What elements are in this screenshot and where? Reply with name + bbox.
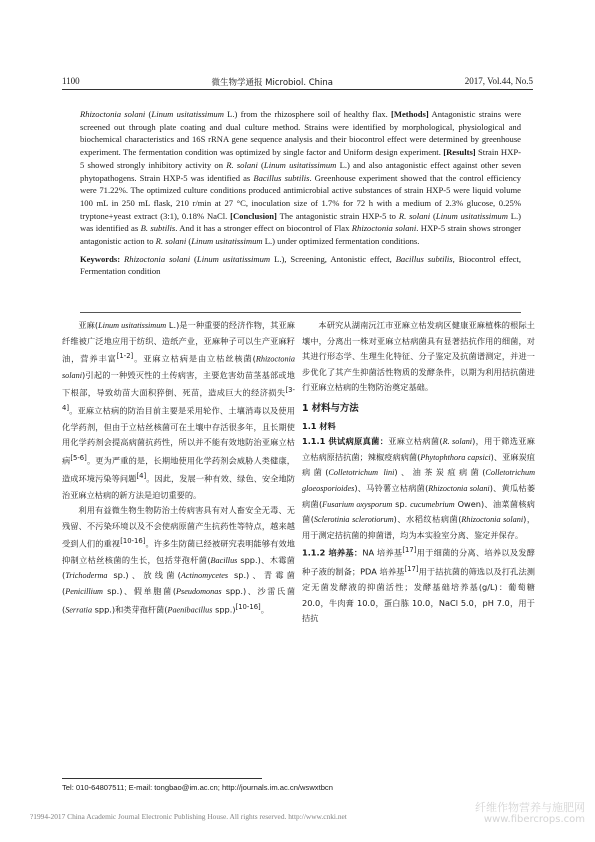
keywords-label: Keywords: <box>80 253 121 264</box>
header-rule <box>62 89 533 90</box>
keywords: Keywords: Rhizoctonia solani (Linum usitatissimum L.), Screening, Antonistic effect, Bacillus subtilis, Biocontrol effect, Fermentation condition <box>80 253 521 277</box>
english-abstract <box>80 108 521 278</box>
results-label: [Results] <box>443 147 476 158</box>
journal-name: 微生物学通报 Microbiol. China <box>211 78 334 88</box>
intro-paragraph-2: 利用有益微生物生物防治土传病害具有对人畜安全无毒、无残留、不污染环境以及不会使病原菌产生抗药性等特点，越来越受到人们的重视[10-16]。许多生防菌已经被研究表明能够有效地抑制立枯丝核菌的生长，包括芽孢杆菌(Bacillus spp.)、木霉菌(Trichoderma sp.)、放线菌(Actinomycetes sp.)、青霉菌(Penicillium sp.)、假单胞菌(Pseudomonas spp.)、沙雷氏菌(Serratia spp.)和类芽孢杆菌(Paenibacillus spp.)[10-16]。 <box>62 505 296 615</box>
intro-paragraph-3: 本研究从湖南沅江市亚麻立枯发病区健康亚麻植株的根际土壤中，分离出一株对亚麻立枯病菌具有显著拮抗作用的细菌，对其进行形态学、生理生化特征、分子鉴定及抗菌谱测定，并进一步优化了其产生抑菌活性物质的发酵条件，以期为利用拮抗菌进行亚麻立枯病的生物防治奠定基础。 <box>302 320 535 393</box>
page-number: 1100 <box>62 76 80 86</box>
footer-rule <box>62 778 262 779</box>
section-1-1-2: 1.1.2 培养基：NA 培养基[17]用于细菌的分离、培养以及发酵种子液的制备；PDA 培养基[17]用于拮抗菌的筛选以及打孔法测定无菌发酵液的抑菌活性；发酵基础培养基(g/L)：葡萄糖 20.0，牛肉膏 10.0，蛋白胨 10.0，NaCl 5.0，pH 7.0，用于拮抗 <box>302 546 535 624</box>
right-column <box>302 318 535 627</box>
abstract-body: Rhizoctonia solani (Linum usitatissimum L.) from the rhizosphere soil of healthy flax. [Methods] Antagonistic strains were screened out through plate coating and dual culture method. Strains were identified by morphological, physiological and biochemical characteristics and 16S rRNA gene sequence analysis and their biocontrol effect were determined by greenhouse experiment. The fermentation condition was optimized by single factor and Uniform design experiment. [Results] Strain HXP-5 showed strongly inhibitory activity on R. solani (Linum usitatissimum L.) and also antagonistic effect against other seven phytopathogens. Strain HXP-5 was identified as Bacillus subtilis. Greenhouse experiment showed that the control efficiency were 71.22%. The optimized culture conditions produced antimicrobial active substances of strain HXP-5 were liquid volume 100 mL in 250 mL flask, 210 r/min at 27 °C, inoculation size of 1.7% for 72 h with a medium of 2.3% glucose, 0.25% tryptone+yeast extract (3:1), 0.18% NaCl. [Conclusion] The antagonistic strain HXP-5 to R. solani (Linum usitatissimum L.) was identified as B. subtilis. And it has a stronger effect on biocontrol of Flax Rhizoctonia solani. HXP-5 strain shows stronger antagonistic action to R. solani (Linum usitatissimum L.) under optimized fermentation conditions. <box>80 109 522 247</box>
methods-label: [Methods] <box>391 109 429 119</box>
contact-footer: Tel: 010-64807511; E-mail: tongbao@im.ac.cn; http://journals.im.ac.cn/wswxtbcn <box>62 783 333 792</box>
journal-issue: 2017, Vol.44, No.5 <box>464 76 533 86</box>
abstract-rule <box>80 312 521 313</box>
left-column <box>62 318 295 618</box>
conclusion-label: [Conclusion] <box>230 210 277 221</box>
intro-paragraph-1: 亚麻(Linum usitatissimum L.)是一种重要的经济作物，其亚麻纤维被广泛地应用于纺织、造纸产业，亚麻种子可以生产亚麻籽油，营养丰富[1-2]。亚麻立枯病是由立枯丝核菌(Rhizoctonia solani)引起的一种毁灭性的土传病害，主要危害幼苗茎基部或地下根部，导致幼苗大面积猝倒、死苗，造成巨大的经济损失[3-4]。亚麻立枯病的防治目前主要是采用轮作、土壤消毒以及使用化学药剂，但由于立枯丝核菌可在土壤中存活很多年，且长期使用化学药剂会提高病菌抗药性，所以并不能有效地防治亚麻立枯病[5-6]。更为严重的是，长期地使用化学药剂会威胁人类健康，造成环境污染等问题[4]。因此，发展一种有效、绿色、安全地防治亚麻立枯病的新方法是迫切重要的。 <box>62 320 295 500</box>
watermark-line-2: www.fibercrops.com <box>483 814 585 825</box>
running-header <box>62 76 533 88</box>
watermark <box>475 802 585 826</box>
watermark-line-1: 纤维作物营养与施肥网 <box>475 801 585 814</box>
section-heading-1: 1 材料与方法 <box>302 402 359 414</box>
section-1-1-1: 1.1.1 供试病原真菌：亚麻立枯病菌(R. solani)，用于筛选亚麻立枯病原拮抗菌；辣椒疫病病菌(Phytophthora capsici)、亚麻炭疽病菌(Colletotrichum lini)、油茶炭疽病菌(Colletotrichum gloeosporioides)、马铃薯立枯病菌(Rhizoctonia solani)、黄瓜枯萎病菌(Fusarium oxysporum sp. cucumebrium Owen)、油菜菌核病菌(Sclerotinia sclerotiorum)、水稻纹枯病菌(Rhizoctonia solani)，用于测定拮抗菌的抑菌谱，均为本实验室分离、鉴定并保存。 <box>302 436 536 540</box>
section-heading-1-1: 1.1 材料 <box>302 420 336 431</box>
copyright-line: ?1994-2017 China Academic Journal Electronic Publishing House. All rights reserved. http://www.cnki.net <box>30 812 347 821</box>
